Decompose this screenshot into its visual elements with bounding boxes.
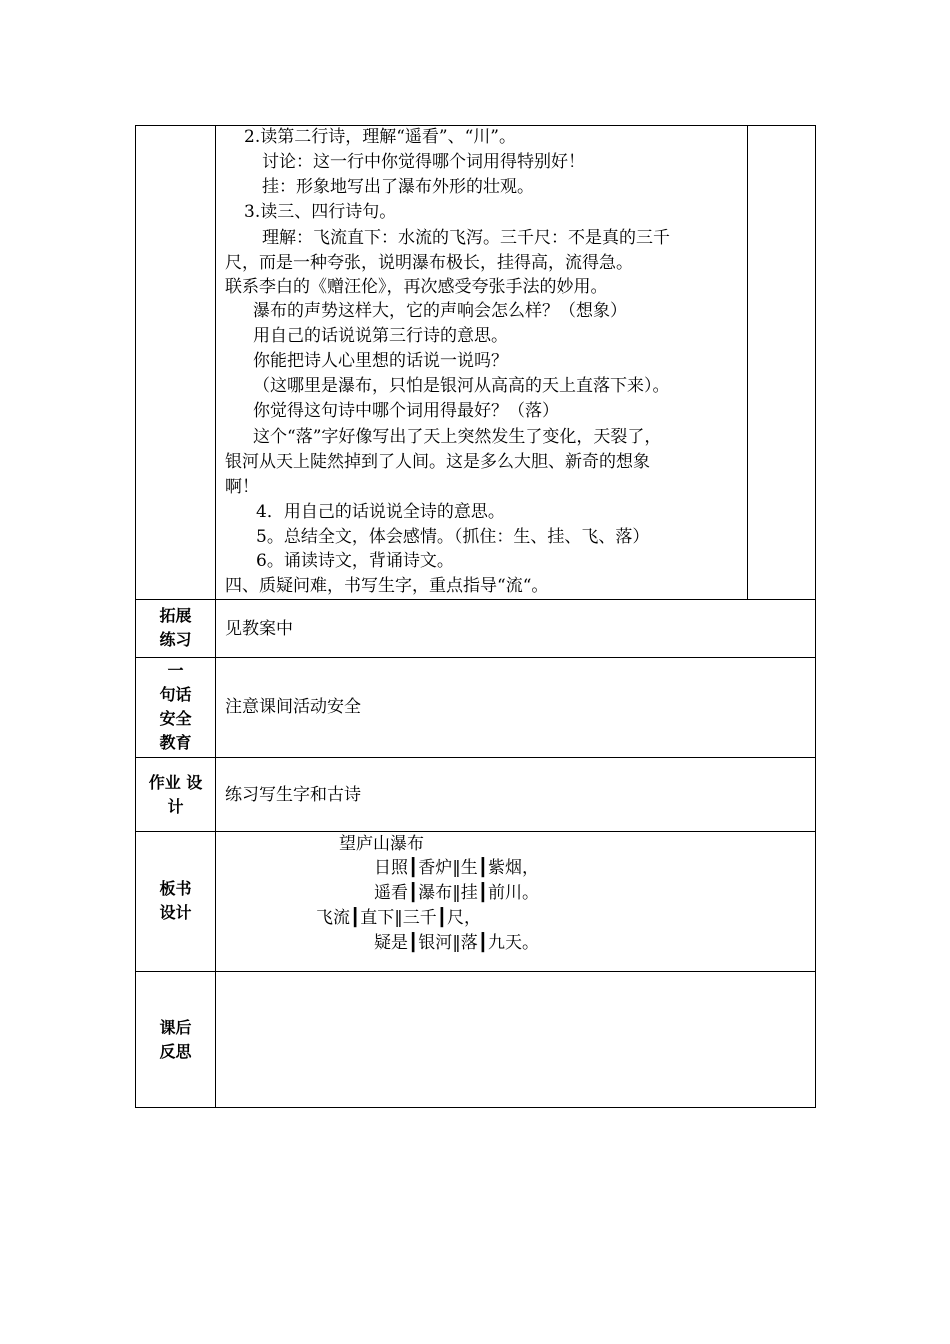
lesson-line: 2.读第二行诗，理解“遥看”、“川”。	[244, 127, 516, 147]
extension-content: 见教案中	[225, 619, 293, 639]
homework-label: 作业 设 计	[148, 773, 203, 816]
lesson-line: 6。诵读诗文，背诵诗文。	[256, 551, 454, 571]
board-title: 望庐山瀑布	[339, 834, 424, 854]
notes-column-divider	[747, 125, 748, 599]
safety-label: 一 句话 安全 教育	[159, 661, 192, 752]
lesson-line: 瀑布的声势这样大，它的声响会怎么样？（想象）	[253, 301, 627, 321]
lesson-line: 四、质疑问难，书写生字，重点指导“流“。	[225, 576, 549, 596]
lesson-line: 这个“落”字好像写出了天上突然发生了变化，天裂了，	[253, 427, 662, 447]
poem-line: 飞流┃直下‖三千┃尺，	[316, 908, 481, 928]
lesson-line: 讨论：这一行中你觉得哪个词用得特别好！	[262, 152, 585, 172]
table-column-divider	[215, 125, 216, 1108]
lesson-line: 联系李白的《赠汪伦》，再次感受夸张手法的妙用。	[225, 277, 608, 297]
poem-line: 疑是┃银河‖落┃九天。	[374, 933, 539, 953]
homework-content: 练习写生字和古诗	[225, 785, 361, 805]
lesson-line: 尺，而是一种夸张，说明瀑布极长，挂得高，流得急。	[225, 253, 633, 273]
lesson-line: 理解：飞流直下：水流的飞泻。三千尺：不是真的三千	[262, 228, 670, 248]
table-border-bottom	[135, 1107, 816, 1108]
row-divider	[135, 757, 816, 758]
row-divider	[135, 971, 816, 972]
table-border-top	[135, 125, 816, 126]
poem-line: 日照┃香炉‖生┃紫烟，	[374, 858, 539, 878]
lesson-line: 你觉得这句诗中哪个词用得最好？（落）	[253, 401, 559, 421]
board-label: 板书 设计	[159, 879, 192, 922]
lesson-line: 4．用自己的话说说全诗的意思。	[256, 502, 505, 522]
safety-content: 注意课间活动安全	[225, 697, 361, 717]
reflection-label: 课后 反思	[159, 1018, 192, 1061]
row-divider	[135, 599, 816, 600]
lesson-line: 3.读三、四行诗句。	[244, 202, 397, 222]
lesson-line: 你能把诗人心里想的话说一说吗？	[253, 351, 508, 371]
lesson-line: 挂：形象地写出了瀑布外形的壮观。	[262, 177, 534, 197]
poem-line: 遥看┃瀑布‖挂┃前川。	[374, 883, 539, 903]
lesson-line: 啊！	[225, 477, 259, 497]
lesson-line: 用自己的话说说第三行诗的意思。	[253, 326, 508, 346]
lesson-line: 银河从天上陡然掉到了人间。这是多么大胆、新奇的想象	[225, 452, 650, 472]
lesson-line: （这哪里是瀑布，只怕是银河从高高的天上直落下来）。	[253, 376, 670, 396]
extension-label: 拓展 练习	[159, 606, 192, 649]
lesson-line: 5。总结全文，体会感情。（抓住：生、挂、飞、落）	[256, 527, 650, 547]
row-divider	[135, 657, 816, 658]
row-divider	[135, 831, 816, 832]
table-border-right	[815, 125, 816, 1108]
